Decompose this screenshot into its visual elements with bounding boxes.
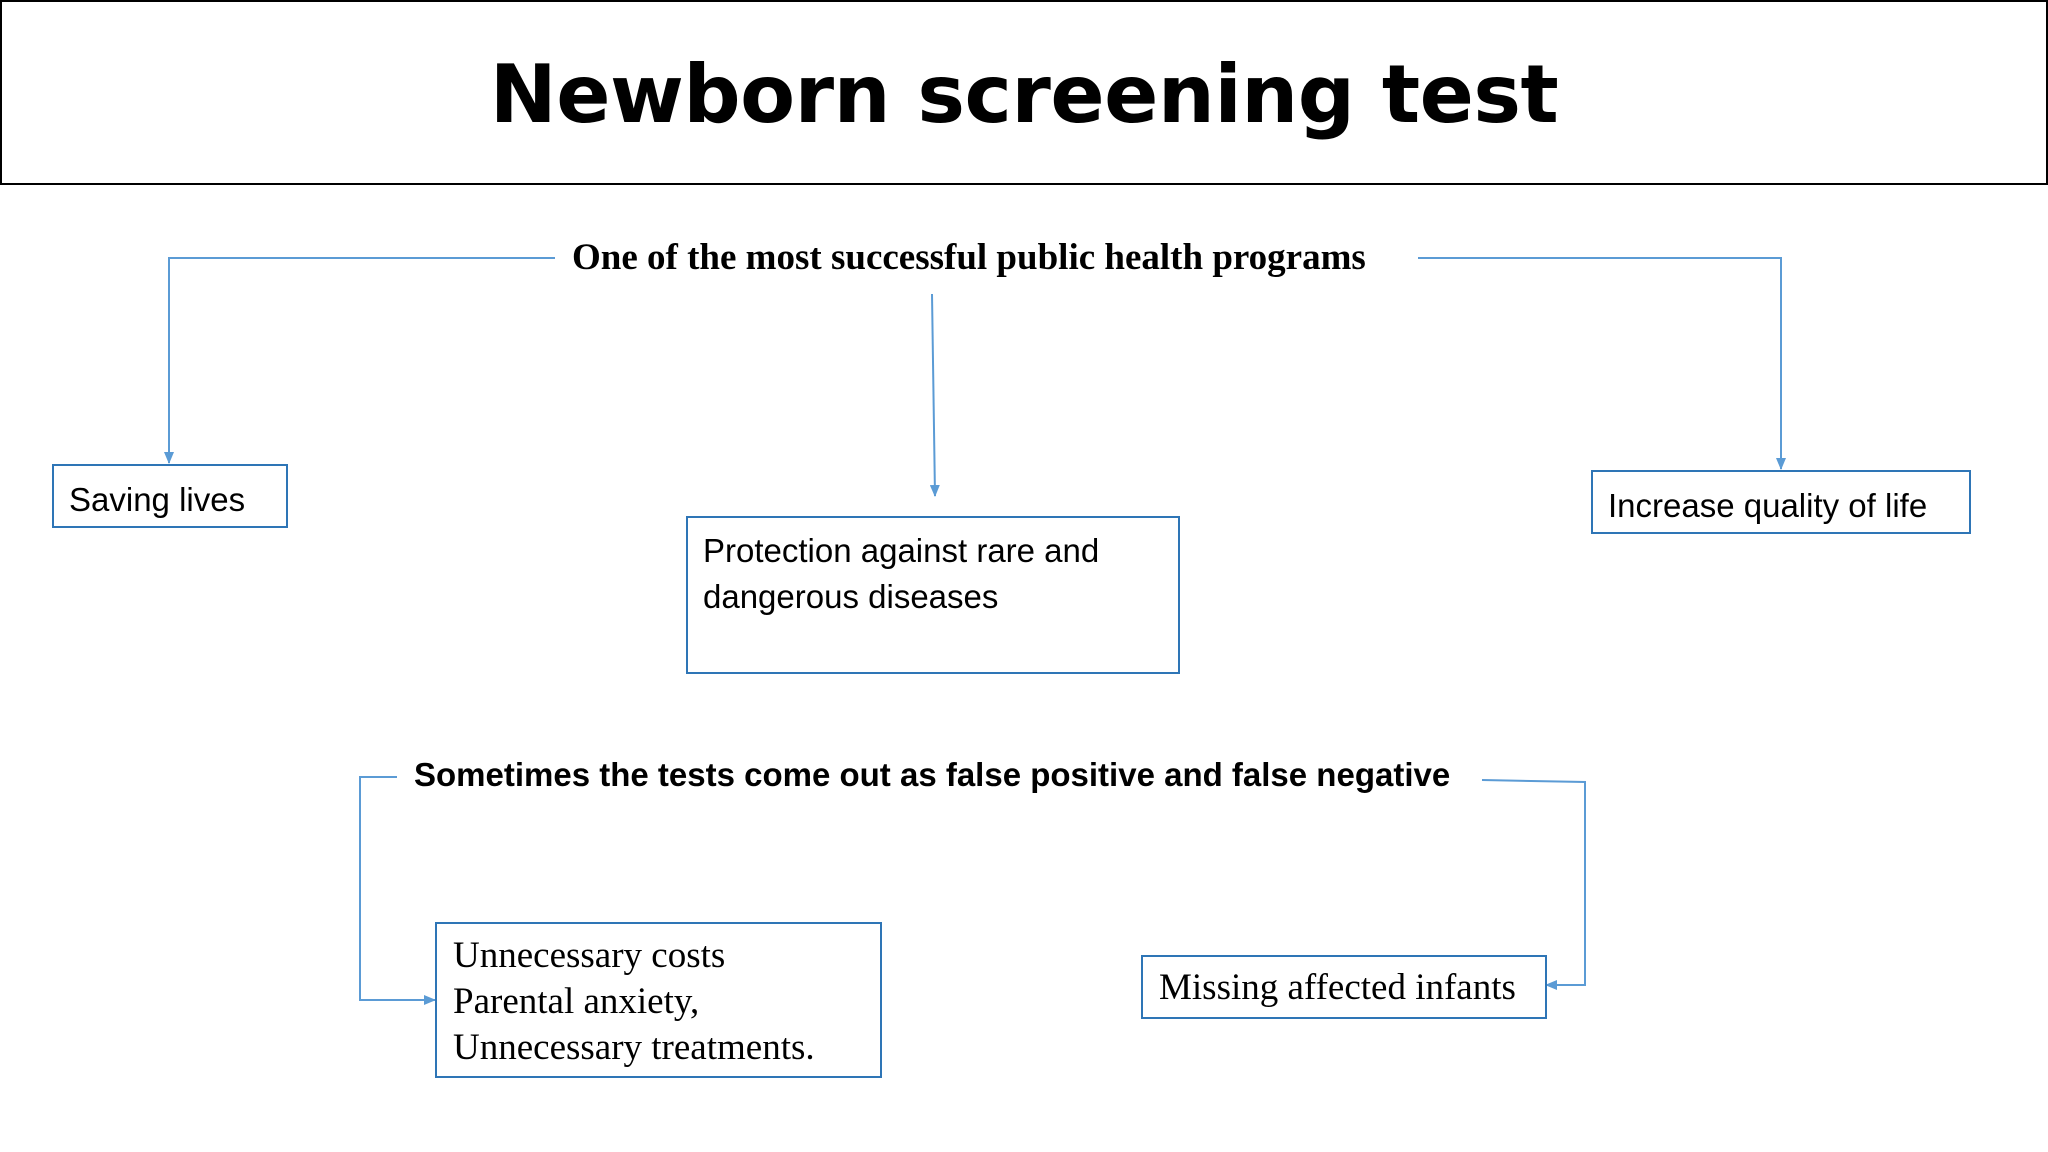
slide-title: Newborn screening test	[489, 48, 1559, 141]
effect-line: Parental anxiety,	[453, 981, 700, 1022]
limitations-heading: Sometimes the tests come out as false positive and false negative	[414, 756, 1451, 793]
effect-line: Unnecessary treatments.	[453, 1027, 815, 1068]
benefit-box-saving-lives	[52, 464, 288, 528]
effect-line: Unnecessary costs	[453, 935, 726, 976]
effect-line: Missing affected infants	[1159, 967, 1516, 1008]
benefit-label: Protection against rare and dangerous diseases	[703, 532, 1100, 615]
connector-false-positive	[360, 777, 435, 1000]
program-heading: One of the most successful public health programs	[572, 237, 1366, 278]
connector-protection	[932, 294, 935, 496]
false-positive-effects-box	[435, 922, 882, 1078]
benefit-box-protection	[686, 516, 1180, 674]
benefit-label: Saving lives	[69, 481, 246, 518]
benefit-label: Increase quality of life	[1608, 487, 1928, 524]
benefit-box-quality-of-life	[1591, 470, 1971, 534]
connector-quality-of-life	[1418, 258, 1781, 469]
connector-saving-lives	[169, 258, 555, 463]
false-negative-effect-box	[1141, 955, 1547, 1019]
